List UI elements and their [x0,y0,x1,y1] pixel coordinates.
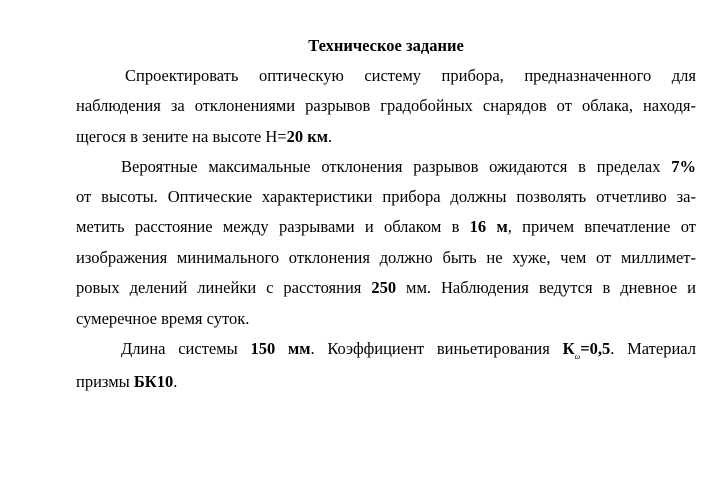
paragraph-3-line-2 [76,372,177,392]
bold-value-range: 250 [371,278,397,297]
paragraph-2-line-4: изображения минимального отклонения должно быть не хуже, чем от миллимет- [76,248,696,267]
paragraph-2-line-3 [76,217,696,237]
bold-value-distance: 16 м [469,217,508,236]
paragraph-1-line-1: Спроектировать оптическую систему прибора, предназначенного для [125,66,696,85]
paragraph-2-line-1 [121,157,696,177]
vignetting-subscript: ω [574,352,581,361]
bold-value-material: БК10 [133,372,174,391]
paragraph-2-line-2: от высоты. Оптические характеристики прибора должны позволять отчетливо за- [76,187,696,206]
text-run: . [173,372,178,391]
text-run: . Коэффициент виньетирования [310,339,563,358]
document-title: Техническое задание [308,36,464,55]
bold-value-altitude: 20 км [286,127,328,146]
bold-value-percent: 7% [671,157,696,176]
text-run: . Материал [610,339,697,358]
text-run: Длина системы [121,339,251,358]
paragraph-2-line-6: сумеречное время суток. [76,309,250,328]
bold-value-vignetting: =0,5 [580,339,611,358]
text-run: призмы [76,372,134,391]
text-run: , причем впечатление от [507,217,696,236]
paragraph-1-line-2: наблюдения за отклонениями разрывов градобойных снарядов от облака, находя- [76,96,696,115]
text-run: ровых делений линейки с расстояния [76,278,372,297]
text-run: метить расстояние между разрывами и облаком в [76,217,470,236]
text-run: К [562,339,575,358]
vignetting-symbol [562,339,611,361]
paragraph-2-line-5 [76,278,696,298]
bold-value-length: 150 мм [250,339,311,358]
text-run: мм. Наблюдения ведутся в дневное и [396,278,696,297]
text-run: Вероятные максимальные отклонения разрывов ожидаются в пределах [121,157,672,176]
paragraph-1-line-3 [76,127,332,147]
text-run: . [327,127,333,146]
text-run: щегося в зените на высоте Н= [76,127,287,146]
paragraph-3-line-1 [121,339,696,359]
